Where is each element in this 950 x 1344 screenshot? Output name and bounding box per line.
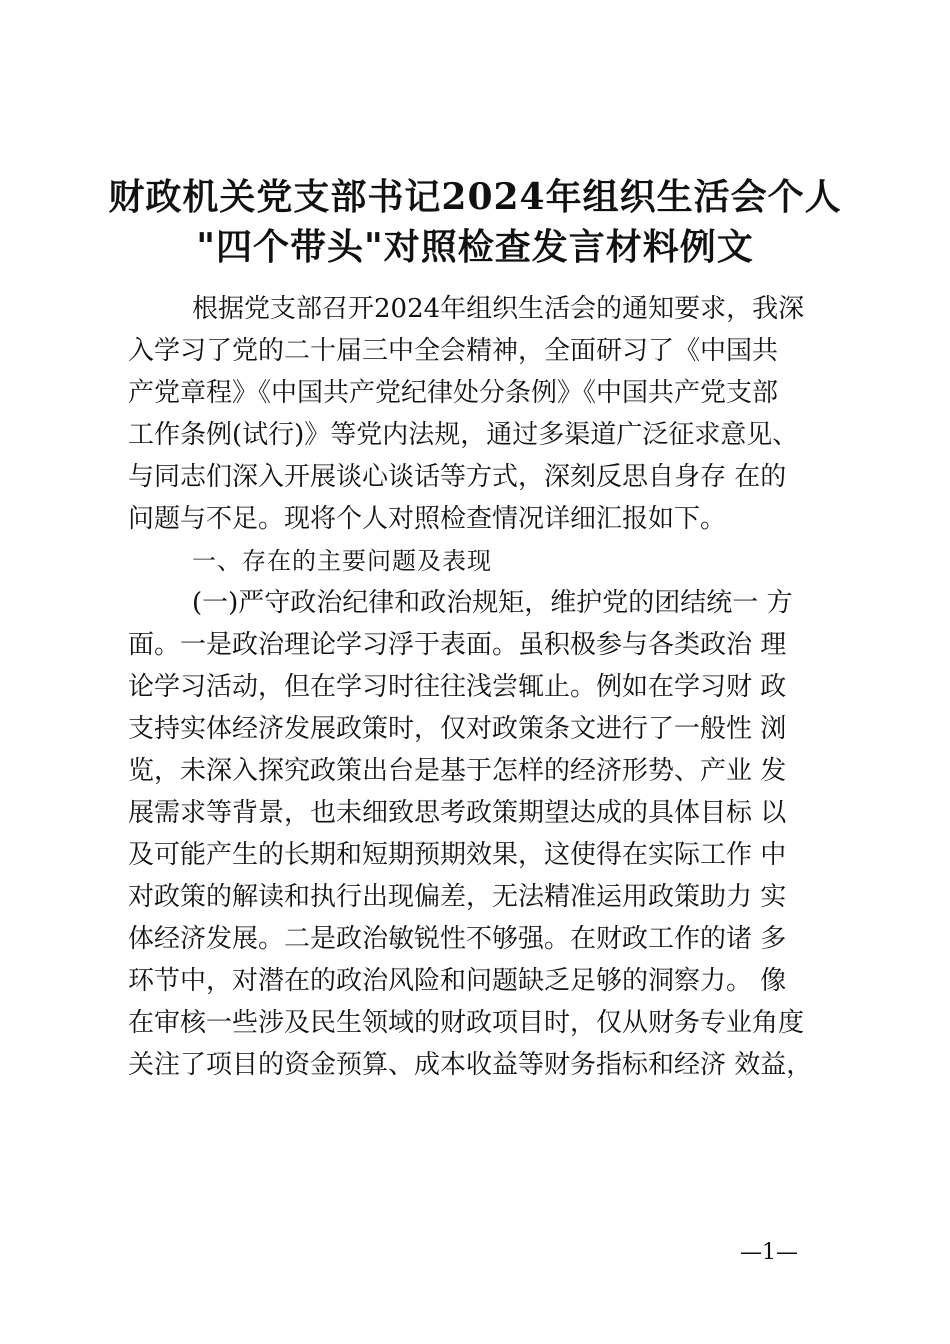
body-line: 根据党支部召开2024年组织生活会的通知要求，我深	[192, 294, 805, 324]
section-heading: 一、存在的主要问题及表现	[192, 547, 492, 575]
document-title	[60, 172, 890, 272]
body-line: 体经济发展。二是政治敏锐性不够强。在财政工作的诸 多	[128, 924, 787, 954]
body-line: 环节中，对潜在的政治风险和问题缺乏足够的洞察力。 像	[128, 966, 787, 996]
title-line-1: 财政机关党支部书记2024年组织生活会个人	[108, 176, 842, 218]
body-line: 论学习活动，但在学习时往往浅尝辄止。例如在学习财 政	[128, 672, 787, 702]
body-line: 关注了项目的资金预算、成本收益等财务指标和经济 效益，	[128, 1050, 813, 1080]
body-line: 面。一是政治理论学习浮于表面。虽积极参与各类政治 理	[128, 630, 787, 660]
body-line: 览，未深入探究政策出台是基于怎样的经济形势、产业 发	[128, 756, 787, 786]
body-line: 入学习了党的二十届三中全会精神，全面研习了《中国共	[128, 336, 779, 366]
page-number: —1—	[740, 1240, 798, 1265]
body-line: 对政策的解读和执行出现偏差，无法精准运用政策助力 实	[128, 882, 787, 912]
body-line: 在审核一些涉及民生领域的财政项目时，仅从财务专业角度	[128, 1008, 805, 1038]
body-line: 及可能产生的长期和短期预期效果，这使得在实际工作 中	[128, 840, 787, 870]
title-line-2: "四个带头"对照检查发言材料例文	[196, 226, 754, 268]
body-line: (一)严守政治纪律和政治规矩，维护党的团结统一 方	[192, 588, 793, 618]
body-line: 与同志们深入开展谈心谈话等方式，深刻反思自身存 在的	[128, 462, 787, 492]
body-line: 工作条例(试行)》等党内法规，通过多渠道广泛征求意见、	[128, 420, 799, 450]
body-line: 问题与不足。现将个人对照检查情况详细汇报如下。	[128, 504, 727, 534]
body-line: 产党章程》《中国共产党纪律处分条例》《中国共产党支部	[128, 378, 779, 408]
document-body	[128, 288, 848, 1086]
body-line: 支持实体经济发展政策时，仅对政策条文进行了一般性 浏	[128, 714, 787, 744]
body-line: 展需求等背景，也未细致思考政策期望达成的具体目标 以	[128, 798, 787, 828]
